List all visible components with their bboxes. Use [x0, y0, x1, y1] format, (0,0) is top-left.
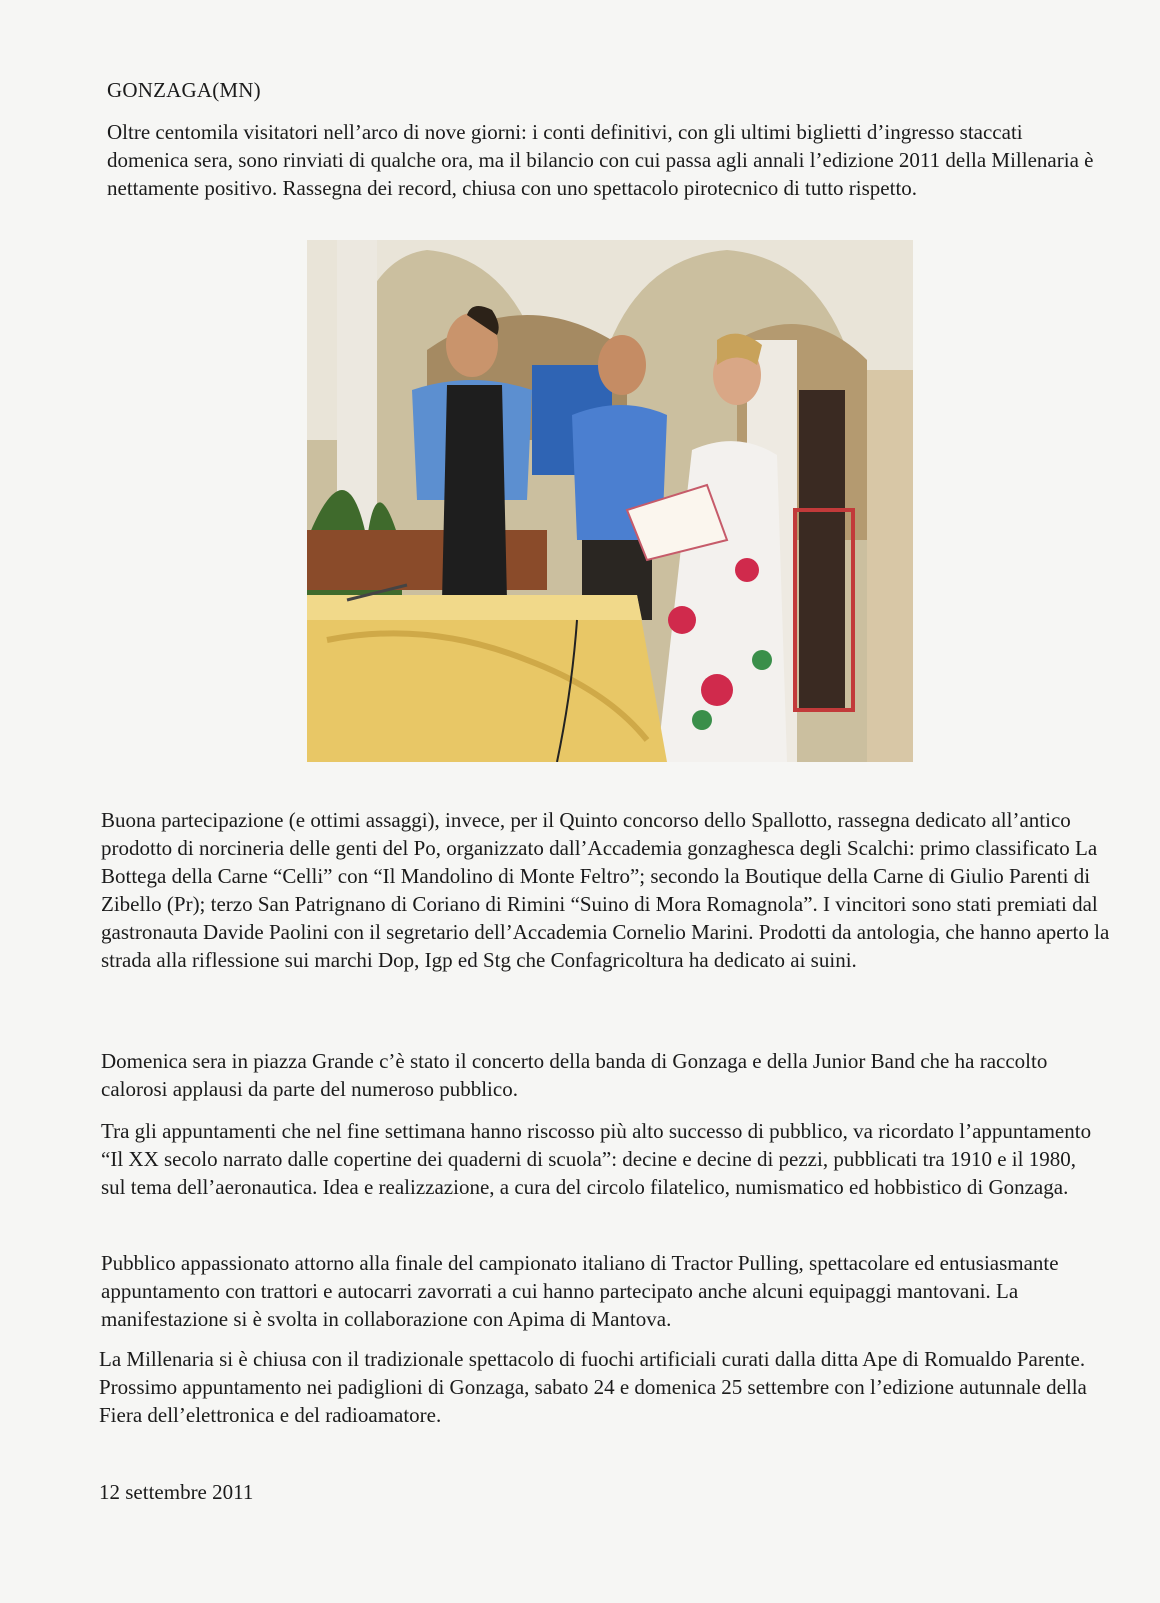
page-title: GONZAGA(MN) [107, 78, 261, 102]
paragraph-concerto: Domenica sera in piazza Grande c’è stato il concerto della banda di Gonzaga e della Junior Band che ha raccolto calorosi applausi da parte del numeroso pubblico. [101, 1049, 1048, 1101]
document-date: 12 settembre 2011 [99, 1480, 254, 1504]
paragraph-chiusura: La Millenaria si è chiusa con il tradizionale spettacolo di fuochi artificiali curati dalla ditta Ape di Romualdo Parente. Prossimo appuntamento nei padiglioni di Gonzaga, sabato 24 e domenica 25 settembre con l’edizione autunnale della Fiera dell’elettronica e del radioamatore. [99, 1347, 1087, 1427]
award-ceremony-photo [307, 240, 913, 762]
intro-paragraph: Oltre centomila visitatori nell’arco di nove giorni: i conti definitivi, con gli ultimi biglietti d’ingresso staccati domenica sera, sono rinviati di qualche ora, ma il bilancio con cui passa agli annali l’edizione 2011 della Millenaria è nettamente positivo. Rassegna dei record, chiusa con uno spettacolo pirotecnico di tutto rispetto. [107, 120, 1094, 200]
paragraph-appuntamenti: Tra gli appuntamenti che nel fine settimana hanno riscosso più alto successo di pubblico, va ricordato l’appuntamento “Il XX secolo narrato dalle copertine dei quaderni di scuola”: decine e decine di pezzi, pubblicati tra 1910 e il 1980, sul tema dell’aeronautica. Idea e realizzazione, a cura del circolo filatelico, numismatico ed hobbistico di Gonzaga. [101, 1119, 1092, 1199]
paragraph-tractor-pulling: Pubblico appassionato attorno alla finale del campionato italiano di Tractor Pulling, spettacolare ed entusiasmante appuntamento con trattori e autocarri zavorrati a cui hanno partecipato anche alcuni equipaggi mantovani. La manifestazione si è svolta in collaborazione con Apima di Mantova. [101, 1251, 1059, 1331]
paragraph-spallotto: Buona partecipazione (e ottimi assaggi), invece, per il Quinto concorso dello Spallotto, rassegna dedicato all’antico prodotto di norcineria delle genti del Po, organizzato dall’Accademia gonzaghesca degli Scalchi: primo classificato La Bottega della Carne “Celli” con “Il Mandolino di Monte Feltro”; secondo la Boutique della Carne di Giulio Parenti di Zibello (Pr); terzo San Patrignano di Coriano di Rimini “Suino di Mora Romagnola”. I vincitori sono stati premiati dal gastronauta Davide Paolini con il segretario dell’Accademia Cornelio Marini. Prodotti da antologia, che hanno aperto la strada alla riflessione sui marchi Dop, Igp ed Stg che Confagricoltura ha dedicato ai suini. [101, 808, 1110, 972]
